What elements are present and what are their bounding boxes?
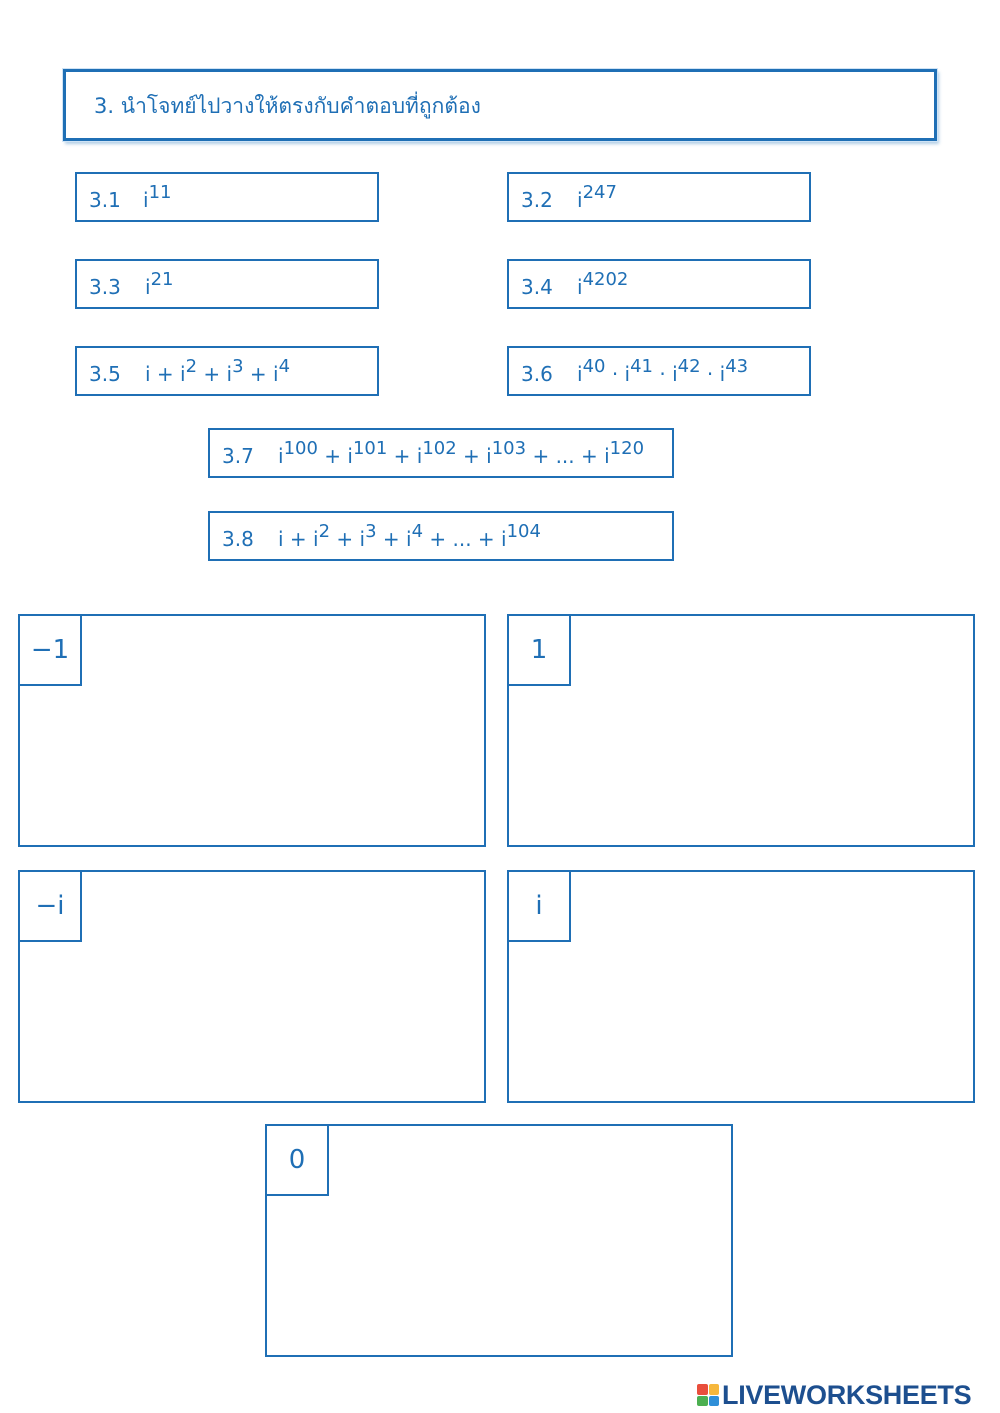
question-3-8[interactable] [208, 511, 674, 561]
expression-exponent: 21 [150, 269, 174, 290]
expression-exponent: 4 [411, 521, 424, 542]
instruction-text: 3. นำโจทย์ไปวางให้ตรงกับคำตอบที่ถูกต้อง [94, 94, 481, 118]
expression-exponent: 102 [422, 438, 457, 459]
liveworksheets-logo-icon [697, 1384, 719, 1406]
expression-term: · i [653, 362, 678, 386]
answer-zone-i [507, 870, 975, 1103]
question-number: 3.7 [222, 444, 254, 468]
drop-area[interactable] [571, 872, 973, 1101]
expression-exponent: 41 [630, 356, 654, 377]
question-expression [143, 182, 172, 212]
drop-area[interactable] [82, 616, 484, 845]
expression-exponent: 120 [609, 438, 645, 459]
expression-exponent: 104 [506, 521, 541, 542]
question-number: 3.4 [521, 275, 553, 299]
expression-exponent: 103 [491, 438, 527, 459]
expression-term: i [577, 188, 583, 212]
answer-zone-one [507, 614, 975, 847]
question-expression [577, 356, 749, 386]
expression-exponent: 40 [582, 356, 606, 377]
expression-exponent: 11 [148, 182, 172, 203]
question-number: 3.3 [89, 275, 121, 299]
expression-term: + i [317, 444, 353, 468]
expression-exponent: 43 [725, 356, 749, 377]
question-number: 3.2 [521, 188, 553, 212]
answer-zone-zero [265, 1124, 733, 1357]
question-expression [278, 521, 541, 551]
drop-area[interactable] [329, 1126, 731, 1355]
expression-exponent: 100 [283, 438, 318, 459]
expression-exponent: 4202 [582, 269, 629, 290]
answer-label: −1 [20, 616, 82, 686]
expression-term: + i [456, 444, 492, 468]
question-3-2[interactable] [507, 172, 811, 222]
expression-term: · i [605, 362, 631, 386]
liveworksheets-brand [697, 1380, 971, 1410]
question-3-1[interactable] [75, 172, 379, 222]
expression-term: + i [197, 362, 233, 386]
question-number: 3.1 [89, 188, 121, 212]
question-expression [577, 269, 629, 299]
question-number: 3.6 [521, 362, 553, 386]
question-expression [278, 438, 645, 468]
expression-exponent: 3 [365, 521, 377, 542]
question-expression [145, 356, 291, 386]
answer-label: i [509, 872, 571, 942]
instruction-box [63, 69, 937, 141]
expression-term: + i [243, 362, 279, 386]
question-3-4[interactable] [507, 259, 811, 309]
expression-exponent: 4 [278, 356, 291, 377]
expression-term: + i [387, 444, 423, 468]
expression-exponent: 247 [582, 182, 617, 203]
answer-zone-minus-i [18, 870, 486, 1103]
brand-name: LIVEWORKSHEETS [722, 1379, 972, 1410]
answer-label: 0 [267, 1126, 329, 1196]
expression-term: i [143, 188, 149, 212]
expression-exponent: 42 [677, 356, 701, 377]
expression-exponent: 2 [185, 356, 198, 377]
expression-term: + i [330, 527, 366, 551]
expression-exponent: 2 [318, 521, 331, 542]
question-number: 3.5 [89, 362, 121, 386]
expression-term: · i [700, 362, 726, 386]
question-expression [577, 182, 617, 212]
expression-term: i + i [145, 362, 186, 386]
expression-term: i [278, 444, 284, 468]
expression-term: i [577, 275, 583, 299]
answer-label: 1 [509, 616, 571, 686]
expression-term: i [145, 275, 151, 299]
question-number: 3.8 [222, 527, 254, 551]
question-3-6[interactable] [507, 346, 811, 396]
expression-term: + ... + i [526, 444, 610, 468]
expression-term: i + i [278, 527, 319, 551]
answer-label: −i [20, 872, 82, 942]
question-expression [145, 269, 174, 299]
drop-area[interactable] [571, 616, 973, 845]
expression-term: + ... + i [423, 527, 507, 551]
expression-term: i [577, 362, 583, 386]
expression-exponent: 3 [232, 356, 244, 377]
expression-term: + i [376, 527, 412, 551]
answer-zone-minus-one [18, 614, 486, 847]
question-3-3[interactable] [75, 259, 379, 309]
drop-area[interactable] [82, 872, 484, 1101]
question-3-5[interactable] [75, 346, 379, 396]
expression-exponent: 101 [352, 438, 388, 459]
question-3-7[interactable] [208, 428, 674, 478]
